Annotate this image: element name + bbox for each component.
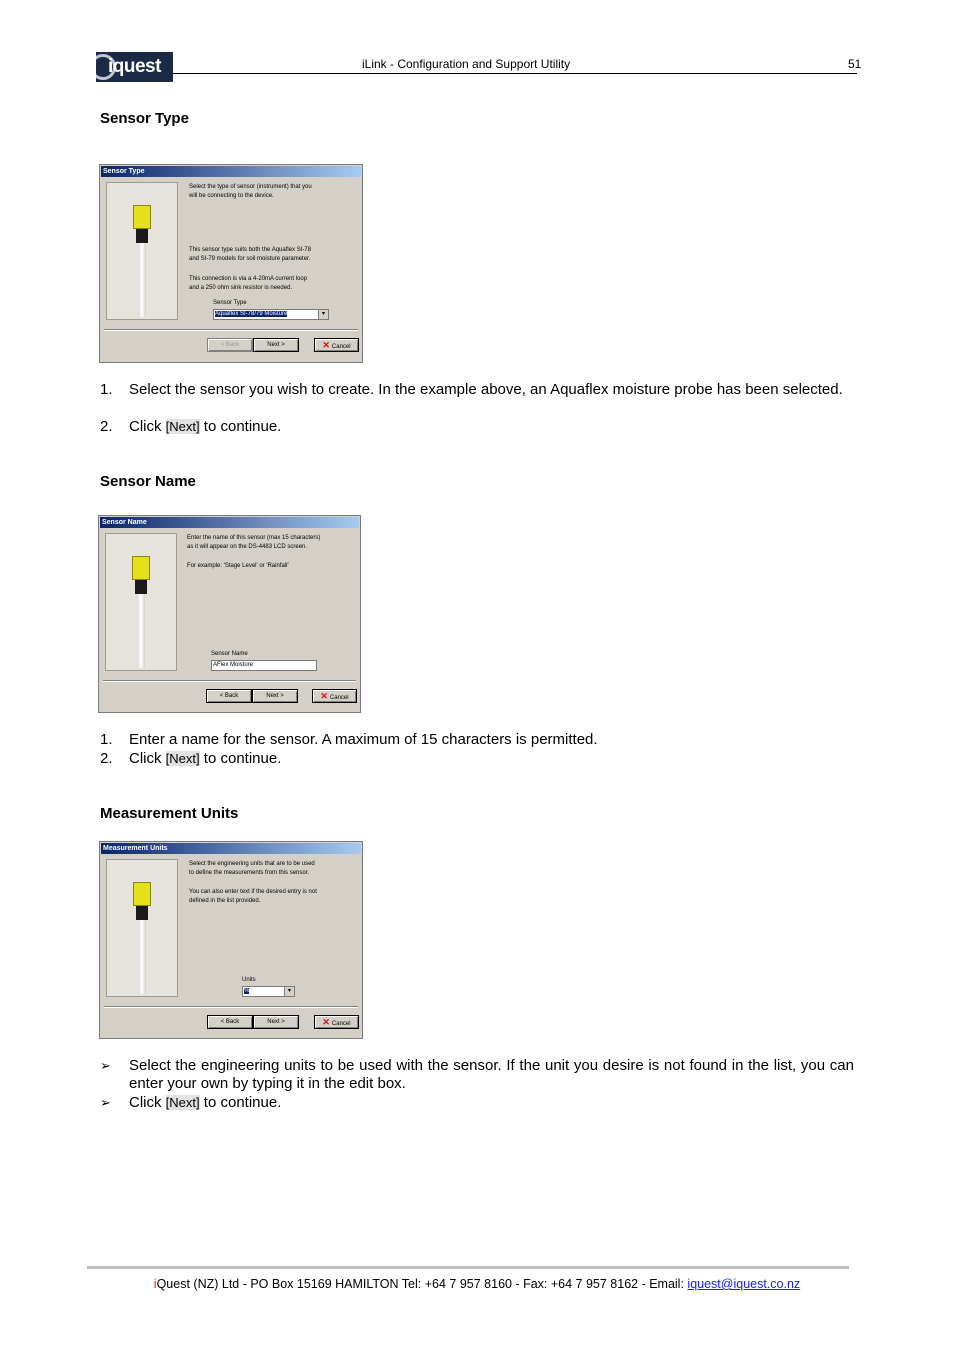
- list-number: 1.: [100, 381, 113, 398]
- close-icon: ✕: [322, 340, 330, 350]
- close-icon: ✕: [322, 1017, 330, 1027]
- list-number: 2.: [100, 750, 113, 767]
- measurement-units-dialog: [99, 841, 363, 1039]
- header-rule: [173, 73, 857, 74]
- probe-neck: [136, 229, 148, 243]
- sensor-type-combo[interactable]: [213, 309, 329, 320]
- sensor-probe-picture: [106, 859, 178, 997]
- back-button[interactable]: < Back: [207, 1015, 253, 1029]
- sensor-probe-picture: [105, 533, 177, 671]
- units-label: Units: [242, 977, 256, 983]
- next-button[interactable]: Next >: [252, 689, 298, 703]
- step-text: [129, 1094, 854, 1112]
- dialog-title-bar: Sensor Type: [101, 166, 361, 177]
- dialog-instruction: Enter the name of this sensor (max 15 characters): [187, 535, 321, 541]
- next-key-label: [Next]: [165, 419, 200, 434]
- step-text-post: to continue.: [199, 1094, 282, 1111]
- section-heading-measurement-units: Measurement Units: [100, 805, 239, 822]
- list-item: [0, 418, 954, 438]
- cancel-label: Cancel: [331, 1021, 351, 1027]
- cancel-label: Cancel: [331, 344, 351, 350]
- dialog-instruction: to define the measurements from this sensor.: [189, 870, 310, 876]
- dialog-info: and SI-79 models for soil moisture parameter.: [189, 256, 311, 262]
- logo-text: iquest: [108, 56, 161, 77]
- dialog-title-bar: Measurement Units: [101, 843, 361, 854]
- sensor-probe-picture: [106, 182, 178, 320]
- dialog-info: You can also enter text if the desired entry is not: [189, 889, 317, 895]
- probe-rod: [138, 243, 146, 317]
- step-text-post: to continue.: [199, 418, 282, 435]
- bullet-arrow-icon: ➢: [100, 1095, 111, 1110]
- step-text: Enter a name for the sensor. A maximum of 15 characters is permitted.: [129, 731, 598, 748]
- list-number: 1.: [100, 731, 113, 748]
- dialog-info: defined in the list provided.: [189, 898, 261, 904]
- units-combo[interactable]: [242, 986, 295, 997]
- dialog-info: This sensor type suits both the Aquaflex SI-78: [189, 247, 312, 253]
- dialog-instruction: will be connecting to the device.: [189, 193, 274, 199]
- dialog-example: For example: 'Stage Level' or 'Rainfall': [187, 563, 289, 569]
- step-text: [129, 418, 854, 436]
- footer-text: Quest (NZ) Ltd - PO Box 15169 HAMILTON Tel: +64 7 957 8160 - Fax: +64 7 957 8162 - Email:: [156, 1277, 688, 1291]
- list-item: [0, 1094, 954, 1114]
- footer: [0, 1277, 954, 1291]
- cancel-button[interactable]: [312, 689, 357, 703]
- list-item: [0, 1057, 954, 1097]
- step-text-post: to continue.: [199, 750, 282, 767]
- back-button[interactable]: < Back: [206, 689, 252, 703]
- page-number: 51: [848, 57, 862, 71]
- dialog-separator: [104, 1006, 358, 1008]
- step-text: [129, 750, 854, 768]
- step-text-pre: Click: [129, 1094, 166, 1111]
- cancel-label: Cancel: [329, 695, 349, 701]
- next-key-label: [Next]: [165, 1095, 200, 1110]
- footer-rule: [87, 1266, 849, 1269]
- bullet-arrow-icon: ➢: [100, 1058, 111, 1073]
- sensor-type-dialog: [99, 164, 363, 363]
- probe-rod: [138, 920, 146, 994]
- list-number: 2.: [100, 418, 113, 435]
- back-button[interactable]: < Back: [207, 338, 253, 352]
- dialog-instruction: Select the engineering units that are to be used: [189, 861, 315, 867]
- dialog-separator: [104, 329, 358, 331]
- probe-neck: [135, 580, 147, 594]
- dialog-info: and a 250 ohm sink resistor is needed.: [189, 285, 293, 291]
- section-heading-sensor-name: Sensor Name: [100, 473, 196, 490]
- cancel-button[interactable]: [314, 338, 359, 352]
- sensor-name-input[interactable]: AFlex Moisture: [211, 660, 317, 671]
- list-item: [0, 731, 954, 751]
- next-button[interactable]: Next >: [253, 338, 299, 352]
- next-key-label: [Next]: [165, 751, 200, 766]
- step-text: Select the engineering units to be used with the sensor. If the unit you desire is not found in the list, you can enter your own by typing it in the edit box.: [129, 1057, 854, 1092]
- units-value: %: [244, 988, 250, 994]
- probe-neck: [136, 906, 148, 920]
- sensor-type-label: Sensor Type: [213, 300, 247, 306]
- dialog-instruction: Select the type of sensor (instrument) that you: [189, 184, 312, 190]
- step-text: Select the sensor you wish to create. In the example above, an Aquaflex moisture probe has been selected.: [129, 381, 843, 398]
- dialog-title-bar: Sensor Name: [100, 517, 359, 528]
- footer-brand-i: i: [153, 1277, 157, 1291]
- section-heading-sensor-type: Sensor Type: [100, 110, 189, 127]
- probe-head: [133, 205, 151, 229]
- footer-email-link[interactable]: iquest@iquest.co.nz: [687, 1277, 801, 1291]
- dialog-instruction: as it will appear on the DS-4483 LCD screen.: [187, 544, 308, 550]
- dialog-separator: [103, 680, 356, 682]
- next-button[interactable]: Next >: [253, 1015, 299, 1029]
- chevron-down-icon[interactable]: ▾: [318, 310, 328, 319]
- probe-head: [132, 556, 150, 580]
- chevron-down-icon[interactable]: ▾: [284, 987, 294, 996]
- sensor-type-value: Aquaflex SI-78/79 Moisture: [215, 311, 288, 317]
- step-text-pre: Click: [129, 750, 166, 767]
- step-text-pre: Click: [129, 418, 166, 435]
- sensor-name-dialog: [98, 515, 361, 713]
- header-title: iLink - Configuration and Support Utility: [362, 57, 571, 71]
- list-item: [0, 381, 954, 421]
- sensor-name-label: Sensor Name: [211, 651, 248, 657]
- cancel-button[interactable]: [314, 1015, 359, 1029]
- probe-head: [133, 882, 151, 906]
- list-item: [0, 750, 954, 770]
- dialog-info: This connection is via a 4-20mA current loop: [189, 276, 308, 282]
- close-icon: ✕: [320, 691, 328, 701]
- probe-rod: [137, 594, 145, 668]
- iquest-logo: [96, 52, 173, 82]
